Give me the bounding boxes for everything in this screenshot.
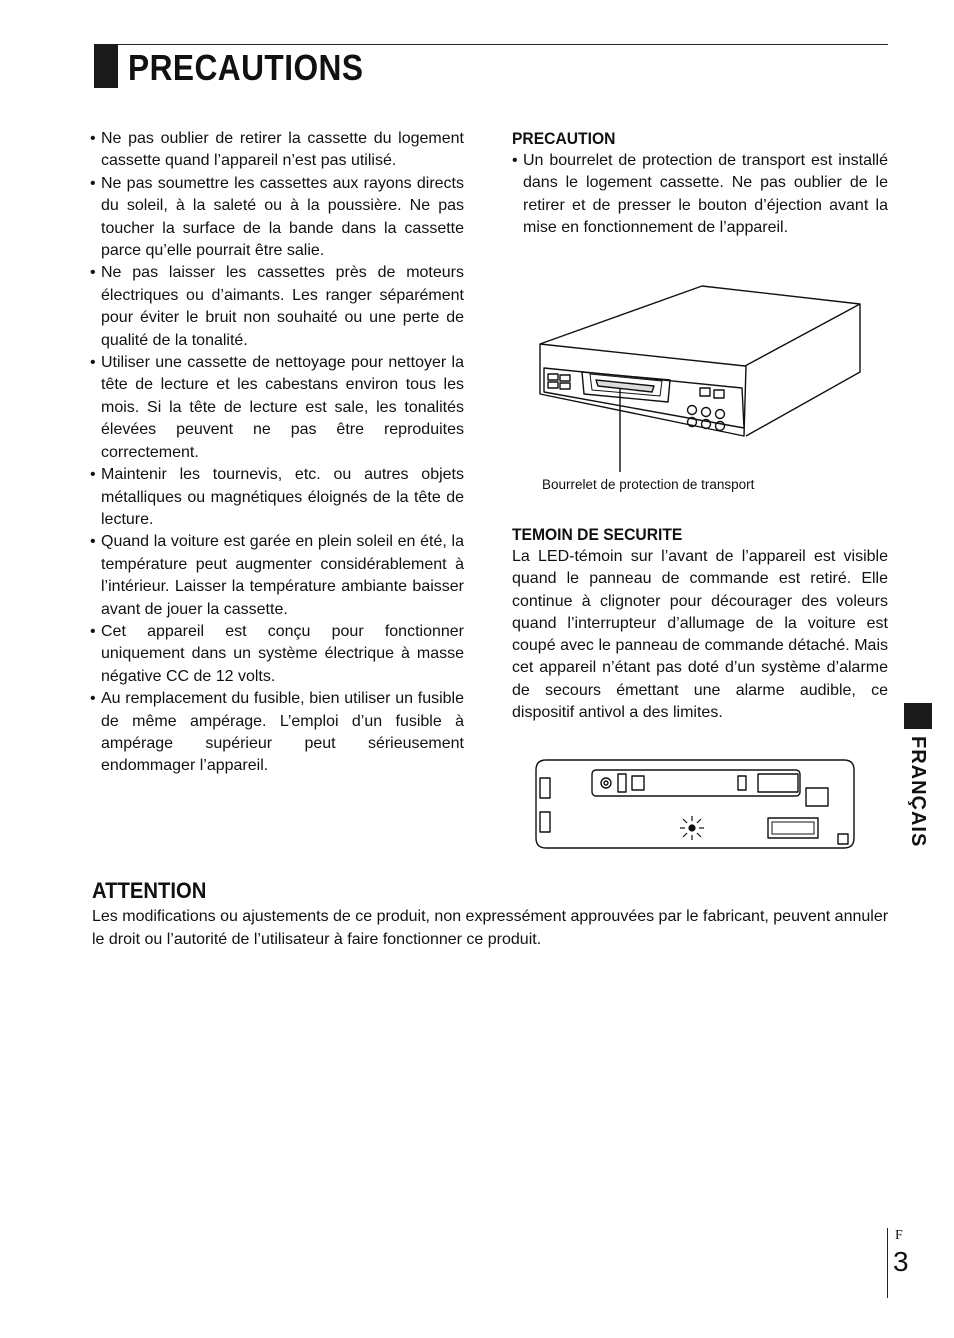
page-number: 3 bbox=[893, 1246, 909, 1277]
front-panel-led-illustration bbox=[532, 756, 858, 852]
car-stereo-illustration bbox=[530, 276, 870, 476]
precaution-list bbox=[512, 150, 888, 240]
list-item: • Ne pas laisser les cassettes près de moteurs électriques ou d’aimants. Les ranger séparément pour éviter le bruit non souhaité ou une perte de qualité de la tonalité. bbox=[90, 262, 464, 352]
list-item: • Maintenir les tournevis, etc. ou autres objets métalliques ou magnétiques éloignés de la tête de lecture. bbox=[90, 464, 464, 531]
title-marker-block bbox=[94, 44, 118, 88]
figure-caption: Bourrelet de protection de transport bbox=[542, 477, 755, 492]
led-icon bbox=[680, 816, 704, 840]
language-tab-block bbox=[904, 703, 932, 729]
folio-rule bbox=[887, 1228, 888, 1298]
precautions-list bbox=[90, 128, 464, 778]
list-item: • Ne pas soumettre les cassettes aux rayons directs du soleil, à la saleté ou à la poussière. Ne pas toucher la surface de la bande dans la cassette parce qu’elle pourrait être salie. bbox=[90, 173, 464, 263]
temoin-heading: TEMOIN DE SECURITE bbox=[512, 525, 683, 544]
language-tab-label: FRANÇAIS bbox=[907, 736, 929, 848]
list-item: • Un bourrelet de protection de transport est installé dans le logement cassette. Ne pas oublier de le retirer et de presser le bouton d’éjection avant la mise en fonctionnement de l’appareil. bbox=[512, 150, 888, 240]
header-rule bbox=[94, 44, 888, 45]
left-column bbox=[90, 128, 464, 778]
temoin-section bbox=[512, 524, 888, 724]
precaution-heading: PRECAUTION bbox=[512, 129, 616, 148]
list-item: • Utiliser une cassette de nettoyage pour nettoyer la tête de lecture et les cabestans environ tous les mois. Si la tête de lecture est sale, les tonalités élevées peuvent ne pas être reproduites correctement. bbox=[90, 352, 464, 464]
list-item: • Quand la voiture est garée en plein soleil en été, la température peut augmenter considérablement à l’intérieur. Laisser la température ambiante baisser avant de jouer la cassette. bbox=[90, 531, 464, 621]
list-item: • Ne pas oublier de retirer la cassette du logement cassette quand l’appareil n’est pas utilisé. bbox=[90, 128, 464, 173]
list-item: • Cet appareil est conçu pour fonctionner uniquement dans un système électrique à masse négative CC de 12 volts. bbox=[90, 621, 464, 688]
attention-text: Les modifications ou ajustements de ce produit, non expressément approuvées par le fabricant, peuvent annuler le droit ou l’autorité de l’utilisateur à faire fonctionner ce produit. bbox=[92, 908, 889, 948]
page-title: PRECAUTIONS bbox=[128, 47, 364, 88]
language-letter: F bbox=[895, 1228, 903, 1243]
precaution-section bbox=[512, 128, 888, 240]
list-item: • Au remplacement du fusible, bien utiliser un fusible de même ampérage. L’emploi d’un fusible à ampérage supérieur peut sérieusement endommager l’appareil. bbox=[90, 688, 464, 778]
attention-heading: ATTENTION bbox=[92, 878, 207, 903]
temoin-text: La LED-témoin sur l’avant de l’appareil est visible quand le panneau de commande est retiré. Elle continue à clignoter pour décourager des voleurs quand l’interrupteur d’allumage de la voiture est coupé avec le panneau de commande détaché. Mais cet appareil n’étant pas doté d’un système d’alarme de secours émettant une alarme audible, ce dispositif antivol a des limites. bbox=[512, 548, 888, 722]
